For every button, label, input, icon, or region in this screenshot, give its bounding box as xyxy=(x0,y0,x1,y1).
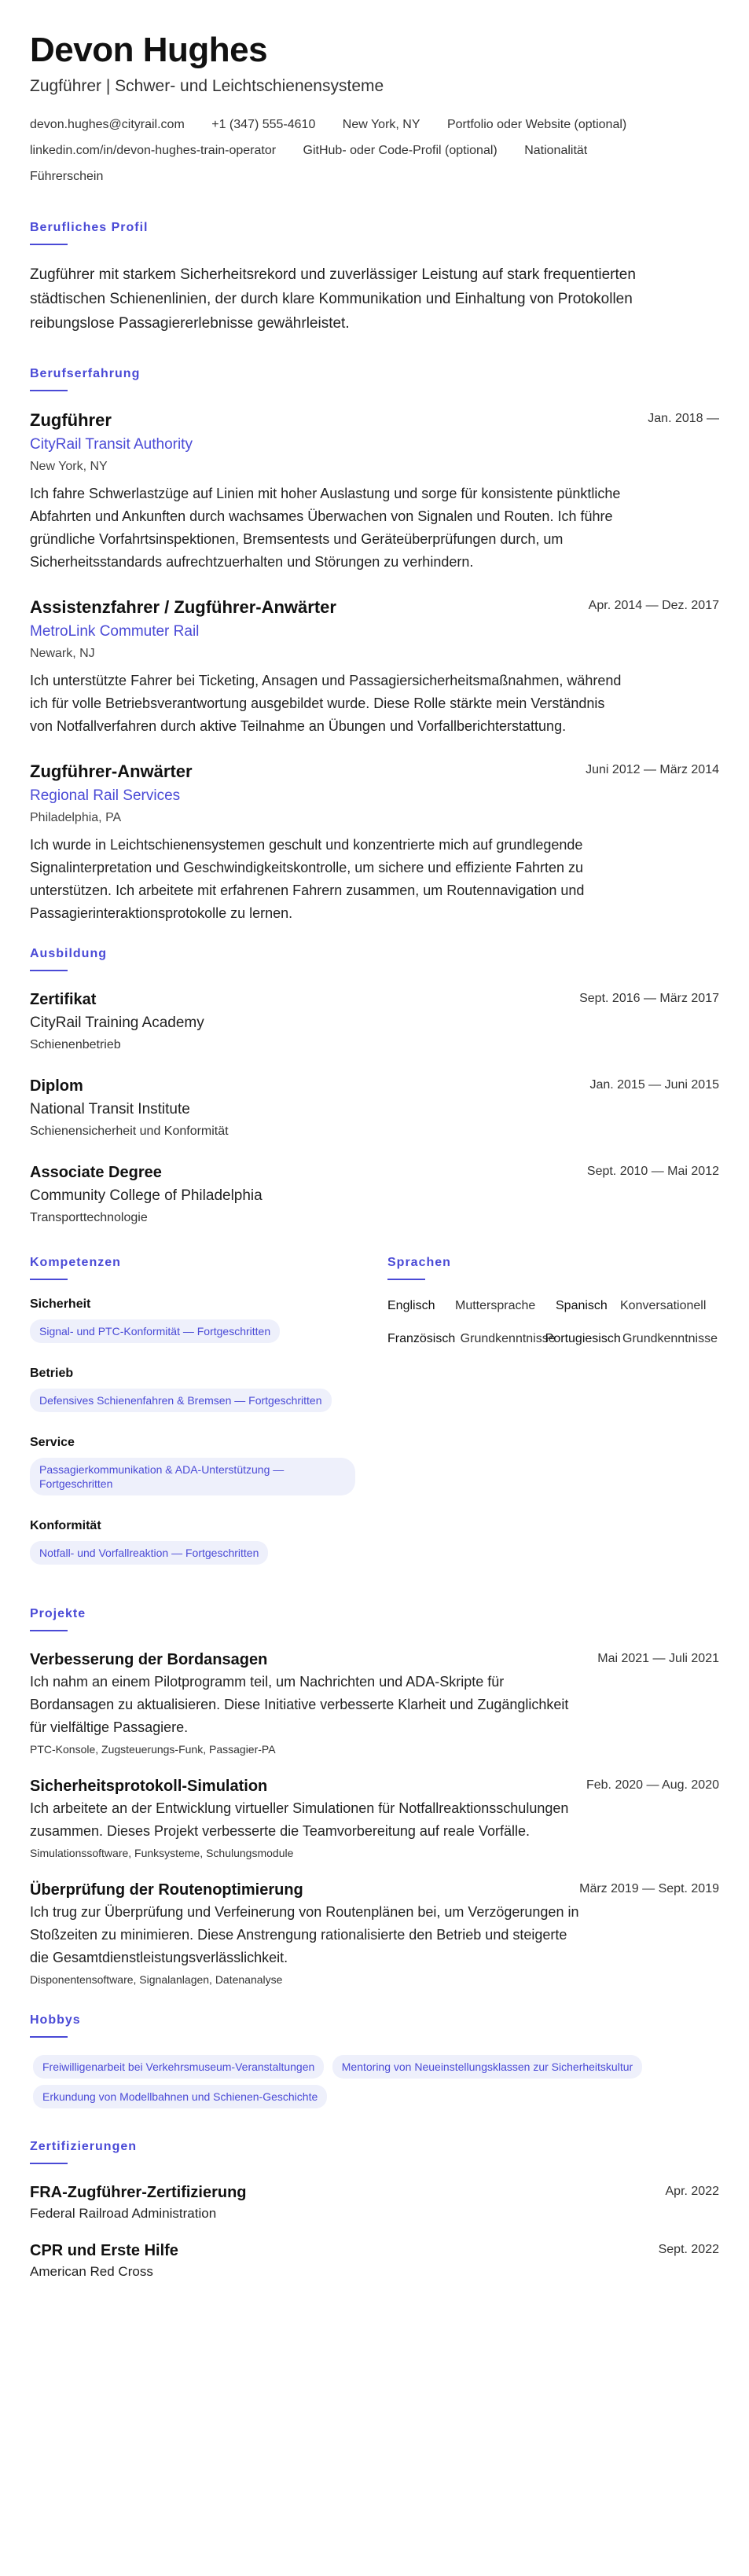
degree-title: Diplom xyxy=(30,1077,83,1095)
project-tools: Disponentensoftware, Signalanlagen, Datenanalyse xyxy=(30,1973,283,1986)
project-date: Mai 2021 — Juli 2021 xyxy=(597,1652,719,1665)
contact-linkedin[interactable]: linkedin.com/in/devon-hughes-train-operator xyxy=(30,144,277,157)
employer-name: CityRail Transit Authority xyxy=(30,436,193,453)
language-name: Englisch xyxy=(387,1299,435,1312)
school-name: Community College of Philadelphia xyxy=(30,1187,263,1204)
section-divider xyxy=(30,1630,68,1631)
project-entry xyxy=(30,1879,719,1988)
language-row xyxy=(387,1297,718,1315)
study-field: Schienensicherheit und Konformität xyxy=(30,1125,229,1138)
school-name: National Transit Institute xyxy=(30,1101,190,1117)
hobby-pill: Freiwilligenarbeit bei Verkehrsmuseum-Veranstaltungen xyxy=(33,2055,324,2079)
degree-title: Associate Degree xyxy=(30,1164,162,1181)
job-date: Juni 2012 — März 2014 xyxy=(586,763,719,776)
language-level: Grundkenntnisse xyxy=(622,1332,718,1345)
job-description: Ich wurde in Leichtschienensystemen geschult und konzentrierte mich auf grundlegende Signalinterpretation und Geschwindigkeitskontrolle, um sichere und effiziente Fahrten zu unterstützen. Ich arbeitete mit erfahrenen Fahrern zusammen, um Routennavigation und Passagierinteraktionsprotokolle zu lernen. xyxy=(30,837,585,921)
language-level: Grundkenntnisse xyxy=(460,1332,556,1345)
projects-section xyxy=(30,1607,719,1988)
education-date: Sept. 2016 — März 2017 xyxy=(579,992,719,1005)
project-title: Sicherheitsprotokoll-Simulation xyxy=(30,1778,268,1795)
education-date: Jan. 2015 — Juni 2015 xyxy=(589,1078,719,1092)
section-divider xyxy=(387,1279,425,1280)
candidate-title: Zugführer | Schwer- und Leichtschienensysteme xyxy=(30,77,384,95)
education-entry xyxy=(30,1075,719,1141)
job-date: Jan. 2018 — xyxy=(648,412,719,425)
skill-group xyxy=(30,1367,387,1418)
certification-title: CPR und Erste Hilfe xyxy=(30,2242,178,2259)
job-title: Assistenzfahrer / Zugführer-Anwärter xyxy=(30,597,336,617)
skill-category: Betrieb xyxy=(30,1367,74,1380)
section-heading: Ausbildung xyxy=(30,947,107,960)
project-title: Verbesserung der Bordansagen xyxy=(30,1651,268,1668)
candidate-name: Devon Hughes xyxy=(30,31,268,69)
profile-summary: Zugführer mit starkem Sicherheitsrekord und zuverlässiger Leistung auf stark frequentierten städtischen Schienenlinien, der durch klare Kommunikation und Einhaltung von Protokollen reibungslose Passagiererlebnisse gewährleistet. xyxy=(30,266,636,332)
section-divider xyxy=(30,244,68,245)
section-divider xyxy=(30,2036,68,2038)
hobby-list xyxy=(30,2055,719,2115)
contact-nationality: Nationalität xyxy=(524,144,588,157)
employer-name: MetroLink Commuter Rail xyxy=(30,623,200,640)
experience-entry xyxy=(30,760,719,925)
job-location: New York, NY xyxy=(30,460,108,473)
hobbies-section xyxy=(30,2013,719,2115)
contact-portfolio[interactable]: Portfolio oder Website (optional) xyxy=(446,118,627,131)
skill-pill: Signal- und PTC-Konformität — Fortgeschritten xyxy=(30,1319,280,1343)
education-entry xyxy=(30,1161,719,1227)
section-heading: Kompetenzen xyxy=(30,1256,121,1269)
skill-category: Konformität xyxy=(30,1519,101,1532)
section-divider xyxy=(30,390,68,391)
skill-category: Service xyxy=(30,1436,75,1449)
project-date: Feb. 2020 — Aug. 2020 xyxy=(586,1778,719,1792)
contact-location: New York, NY xyxy=(342,118,420,131)
study-field: Schienenbetrieb xyxy=(30,1038,121,1051)
study-field: Transporttechnologie xyxy=(30,1211,148,1224)
section-heading: Berufserfahrung xyxy=(30,367,141,380)
section-heading: Berufliches Profil xyxy=(30,221,149,234)
experience-entry xyxy=(30,409,719,574)
certification-issuer: Federal Railroad Administration xyxy=(30,2206,217,2221)
certification-entry xyxy=(30,2182,719,2224)
hobby-pill: Mentoring von Neueinstellungsklassen zur Sicherheitskultur xyxy=(332,2055,642,2079)
skill-pill: Notfall- und Vorfallreaktion — Fortgeschritten xyxy=(30,1541,268,1565)
section-heading: Projekte xyxy=(30,1607,86,1620)
certification-entry xyxy=(30,2240,719,2282)
language-level: Konversationell xyxy=(620,1299,707,1312)
skill-pill: Passagierkommunikation & ADA-Unterstützung — Fortgeschritten xyxy=(30,1458,355,1495)
job-location: Newark, NJ xyxy=(30,647,95,660)
skill-group xyxy=(30,1297,387,1349)
project-tools: Simulationssoftware, Funksysteme, Schulungsmodule xyxy=(30,1847,294,1859)
languages-section xyxy=(387,1256,718,1588)
contact-phone[interactable]: +1 (347) 555-4610 xyxy=(211,118,316,131)
experience-entry xyxy=(30,596,719,738)
section-heading: Zertifizierungen xyxy=(30,2140,138,2153)
skills-languages-row xyxy=(30,1256,719,1588)
project-entry xyxy=(30,1649,719,1758)
job-title: Zugführer-Anwärter xyxy=(30,761,193,781)
job-location: Philadelphia, PA xyxy=(30,811,122,824)
resume-header xyxy=(30,30,719,189)
section-heading: Hobbys xyxy=(30,2013,81,2027)
experience-section xyxy=(30,367,719,925)
contact-email[interactable]: devon.hughes@cityrail.com xyxy=(30,118,185,131)
skill-group xyxy=(30,1436,387,1502)
skill-pill: Defensives Schienenfahren & Bremsen — Fortgeschritten xyxy=(30,1389,332,1412)
section-divider xyxy=(30,1279,68,1280)
language-name: Französisch xyxy=(387,1332,456,1345)
language-level: Muttersprache xyxy=(455,1299,536,1312)
certification-title: FRA-Zugführer-Zertifizierung xyxy=(30,2184,247,2201)
project-description: Ich arbeitete an der Entwicklung virtueller Simulationen für Notfallreaktionsschulungen zusammen. Dieses Projekt verbesserte die Teamvorbereitung auf reale Vorfälle. xyxy=(30,1800,569,1839)
job-description: Ich fahre Schwerlastzüge auf Linien mit hoher Auslastung und sorge für konsistente pünktliche Abfahrten und Ankunften durch wachsames Überwachen von Signalen und Routen. Ich führe gründliche Vorfahrtsinspektionen, Bremsentests und Geräteüberprüfungen durch, um Sicherheitsstandards aufrechtzuerhalten und Störungen zu verhindern. xyxy=(30,486,621,570)
certification-date: Sept. 2022 xyxy=(658,2243,719,2256)
language-name: Spanisch xyxy=(556,1299,608,1312)
contact-github[interactable]: GitHub- oder Code-Profil (optional) xyxy=(303,144,497,157)
degree-title: Zertifikat xyxy=(30,991,97,1008)
certifications-section xyxy=(30,2140,719,2282)
contact-license: Führerschein xyxy=(30,170,104,183)
project-description: Ich trug zur Überprüfung und Verfeinerung von Routenplänen bei, um Verzögerungen in Stoßzeiten zu minimieren. Diese Anstrengung rationalisierte den Betrieb und steigerte die Gesamtdienstleistungsverlässlichkeit. xyxy=(30,1904,579,1965)
project-description: Ich nahm an einem Pilotprogramm teil, um Nachrichten und ADA-Skripte für Bordansagen zu aktualisieren. Diese Initiative verbesserte Klarheit und Zugänglichkeit für vielfältige Passagiere. xyxy=(30,1674,569,1735)
job-date: Apr. 2014 — Dez. 2017 xyxy=(588,599,719,612)
language-row xyxy=(387,1330,718,1348)
job-description: Ich unterstützte Fahrer bei Ticketing, Ansagen und Passagiersicherheitsmaßnahmen, während ich für volle Betriebsverantwortung ausgebildet wurde. Diese Rolle stärkte mein Verständnis von Notfallverfahren durch aktive Teilnahme an Übungen und Vorfallberichterstattung. xyxy=(30,673,622,734)
education-section xyxy=(30,947,719,1227)
education-date: Sept. 2010 — Mai 2012 xyxy=(586,1165,719,1178)
employer-name: Regional Rail Services xyxy=(30,787,181,804)
skills-section xyxy=(30,1256,387,1588)
project-entry xyxy=(30,1775,719,1862)
certification-date: Apr. 2022 xyxy=(665,2185,719,2198)
school-name: CityRail Training Academy xyxy=(30,1015,204,1031)
section-divider xyxy=(30,970,68,971)
profile-section xyxy=(30,221,719,336)
contact-list xyxy=(30,112,682,189)
section-heading: Sprachen xyxy=(387,1256,451,1269)
skill-group xyxy=(30,1519,387,1571)
job-title: Zugführer xyxy=(30,410,112,430)
certification-issuer: American Red Cross xyxy=(30,2264,153,2279)
project-date: März 2019 — Sept. 2019 xyxy=(579,1882,719,1895)
hobby-pill: Erkundung von Modellbahnen und Schienen-Geschichte xyxy=(33,2085,327,2108)
project-tools: PTC-Konsole, Zugsteuerungs-Funk, Passagier-PA xyxy=(30,1743,276,1756)
education-entry xyxy=(30,989,719,1055)
project-title: Überprüfung der Routenoptimierung xyxy=(30,1881,303,1899)
language-name: Portugiesisch xyxy=(545,1332,621,1345)
section-divider xyxy=(30,2163,68,2164)
skill-category: Sicherheit xyxy=(30,1297,91,1311)
